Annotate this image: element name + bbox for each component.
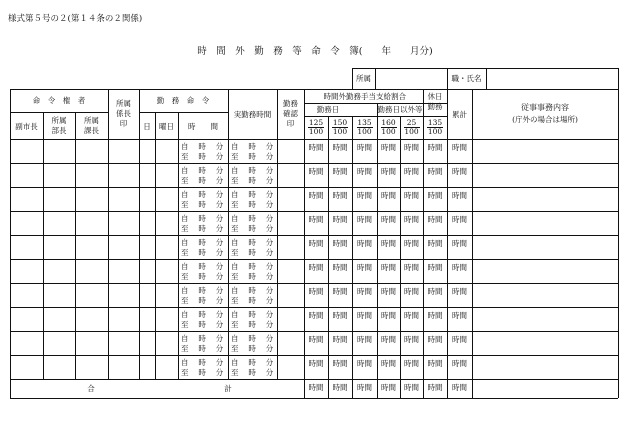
grid-line <box>75 112 76 379</box>
hours-cell[interactable]: 時間 <box>381 287 396 296</box>
hours-cell[interactable]: 時間 <box>427 359 443 368</box>
rate-numerator: 135 <box>357 118 372 127</box>
row-border <box>10 211 618 212</box>
row-border <box>10 331 618 332</box>
hours-cell[interactable]: 時間 <box>308 335 324 344</box>
actual-time-from[interactable]: 自 時 分 <box>231 358 274 367</box>
hours-cell[interactable]: 時間 <box>427 215 443 224</box>
hours-cell[interactable]: 時間 <box>427 263 443 272</box>
rate-denominator: 100 <box>332 127 348 136</box>
hours-cell[interactable]: 時間 <box>404 335 419 344</box>
hours-cell[interactable]: 時間 <box>308 311 324 320</box>
hours-cell[interactable]: 時間 <box>357 191 372 200</box>
hours-cell[interactable]: 時間 <box>357 359 372 368</box>
work-time-to[interactable]: 至 時 分 <box>181 248 224 257</box>
day-header: 日 <box>143 121 151 131</box>
actual-time-from[interactable]: 自 時 分 <box>231 190 274 199</box>
section-head-header-2: 課長 <box>84 126 99 135</box>
row-border <box>10 379 618 380</box>
table-right-border <box>618 89 619 398</box>
hours-cell[interactable]: 時間 <box>404 167 419 176</box>
rate-fraction <box>305 119 327 136</box>
hours-cell[interactable]: 時間 <box>404 287 419 296</box>
hours-cell[interactable]: 時間 <box>357 215 372 224</box>
affiliation-field[interactable] <box>376 69 446 88</box>
rate-fraction <box>354 119 376 136</box>
actual-time-to[interactable]: 至 時 分 <box>231 248 274 257</box>
grid-line <box>228 89 229 379</box>
grid-line <box>178 112 179 379</box>
work-time-from[interactable]: 自 時 分 <box>181 166 224 175</box>
hours-cell[interactable]: 時間 <box>357 263 372 272</box>
chief-seal-header-1: 所属 <box>116 99 131 108</box>
form-id: 様式第５号の２(第１４条の２関係) <box>8 14 143 24</box>
row-border <box>10 163 618 164</box>
hours-cell[interactable]: 時間 <box>332 215 348 224</box>
hours-cell[interactable]: 時間 <box>452 311 467 320</box>
total-hours-cell[interactable]: 時間 <box>308 383 324 392</box>
sum-label-right: 計 <box>224 384 232 393</box>
actual-time-to[interactable]: 至 時 分 <box>231 368 274 377</box>
hours-cell[interactable]: 時間 <box>381 311 396 320</box>
hours-cell[interactable]: 時間 <box>308 215 324 224</box>
actual-time-to[interactable]: 至 時 分 <box>231 344 274 353</box>
hours-cell[interactable]: 時間 <box>381 359 396 368</box>
table-bottom-border <box>10 398 618 399</box>
rate-denominator: 100 <box>381 127 396 136</box>
hours-cell[interactable]: 時間 <box>357 335 372 344</box>
hours-cell[interactable]: 時間 <box>427 167 443 176</box>
hours-cell[interactable]: 時間 <box>308 239 324 248</box>
rate-fraction <box>329 119 351 136</box>
rate-fraction <box>401 119 423 136</box>
work-time-to[interactable]: 至 時 分 <box>181 344 224 353</box>
actual-time-from[interactable]: 自 時 分 <box>231 310 274 319</box>
row-border <box>10 283 618 284</box>
section-head-header-1: 所属 <box>84 116 99 125</box>
duty-header: 従事事務内容 <box>521 102 569 112</box>
title-period: ( 年 月分) <box>358 46 433 57</box>
work-time-from[interactable]: 自 時 分 <box>181 262 224 271</box>
rate-denominator: 100 <box>427 127 443 136</box>
hours-cell[interactable]: 時間 <box>404 359 419 368</box>
hours-cell[interactable]: 時間 <box>452 335 467 344</box>
grid-line <box>43 112 44 379</box>
actual-time-from[interactable]: 自 時 分 <box>231 334 274 343</box>
hours-cell[interactable]: 時間 <box>381 191 396 200</box>
holiday-header-1: 休日 <box>427 92 443 101</box>
work-time-from[interactable]: 自 時 分 <box>181 142 224 151</box>
rate-denominator: 100 <box>357 127 372 136</box>
work-time-to[interactable]: 至 時 分 <box>181 368 224 377</box>
grid-line <box>277 89 278 379</box>
total-hours-cell[interactable]: 時間 <box>427 383 443 392</box>
rate-numerator: 125 <box>308 118 324 127</box>
hours-cell[interactable]: 時間 <box>452 239 467 248</box>
hours-cell[interactable]: 時間 <box>332 167 348 176</box>
actual-time-from[interactable]: 自 時 分 <box>231 142 274 151</box>
total-hours-cell[interactable]: 時間 <box>357 383 372 392</box>
work-time-to[interactable]: 至 時 分 <box>181 320 224 329</box>
work-time-from[interactable]: 自 時 分 <box>181 358 224 367</box>
rate-denominator: 100 <box>308 127 324 136</box>
hours-cell[interactable]: 時間 <box>332 359 348 368</box>
chief-seal-header-3: 印 <box>119 119 128 128</box>
work-time-to[interactable]: 至 時 分 <box>181 224 224 233</box>
work-time-to[interactable]: 至 時 分 <box>181 176 224 185</box>
hours-cell[interactable]: 時間 <box>381 215 396 224</box>
hours-cell[interactable]: 時間 <box>332 287 348 296</box>
hours-cell[interactable]: 時間 <box>308 143 324 152</box>
actual-hours-header: 実勤務時間 <box>233 109 272 119</box>
hours-cell[interactable]: 時間 <box>357 239 372 248</box>
total-hours-cell[interactable]: 時間 <box>452 383 467 392</box>
hours-cell[interactable]: 時間 <box>427 335 443 344</box>
hours-cell[interactable]: 時間 <box>427 311 443 320</box>
work-time-from[interactable]: 自 時 分 <box>181 286 224 295</box>
rate-numerator: 135 <box>427 118 443 127</box>
row-border <box>10 235 618 236</box>
hours-cell[interactable]: 時間 <box>404 191 419 200</box>
confirm-seal-header-1: 勤務 <box>283 99 298 108</box>
table-top-border <box>10 89 618 90</box>
actual-time-to[interactable]: 至 時 分 <box>231 224 274 233</box>
table-left-border <box>10 89 11 398</box>
work-time-from[interactable]: 自 時 分 <box>181 310 224 319</box>
work-time-to[interactable]: 至 時 分 <box>181 272 224 281</box>
name-field[interactable] <box>487 69 617 88</box>
hours-cell[interactable]: 時間 <box>452 215 467 224</box>
total-hours-cell[interactable]: 時間 <box>404 383 419 392</box>
confirm-seal-header-2: 確認 <box>283 109 298 118</box>
header-bottom-border <box>10 139 618 140</box>
actual-time-from[interactable]: 自 時 分 <box>231 286 274 295</box>
overtime-rate-header: 時間外勤務手当支給割合 <box>323 91 406 101</box>
hours-cell[interactable]: 時間 <box>427 287 443 296</box>
total-header: 累計 <box>452 109 467 119</box>
actual-time-to[interactable]: 至 時 分 <box>231 296 274 305</box>
grid-line <box>155 112 156 379</box>
hours-cell[interactable]: 時間 <box>308 191 324 200</box>
hours-cell[interactable]: 時間 <box>332 263 348 272</box>
grid-line <box>472 379 473 398</box>
hours-cell[interactable]: 時間 <box>381 143 396 152</box>
time-header: 時 間 <box>188 121 218 131</box>
hours-cell[interactable]: 時間 <box>308 167 324 176</box>
name-label: 職・氏名 <box>451 74 482 83</box>
hours-cell[interactable]: 時間 <box>357 287 372 296</box>
hours-cell[interactable]: 時間 <box>427 143 443 152</box>
hours-cell[interactable]: 時間 <box>357 143 372 152</box>
row-border <box>10 307 618 308</box>
non-workday-header: 勤務日以外等 <box>377 105 423 114</box>
rate-fraction <box>378 119 400 136</box>
work-time-from[interactable]: 自 時 分 <box>181 238 224 247</box>
commander-header: 命 令 権 者 <box>32 95 86 105</box>
weekday-header: 曜日 <box>159 121 174 131</box>
affiliation-label: 所属 <box>356 74 371 83</box>
hours-cell[interactable]: 時間 <box>404 239 419 248</box>
dept-head-header-1: 所属 <box>51 116 67 125</box>
hours-cell[interactable]: 時間 <box>308 359 324 368</box>
hours-cell[interactable]: 時間 <box>452 143 467 152</box>
row-border <box>10 355 618 356</box>
hours-cell[interactable]: 時間 <box>332 311 348 320</box>
page-title <box>0 43 630 57</box>
work-time-to[interactable]: 至 時 分 <box>181 296 224 305</box>
chief-seal-header-2: 係長 <box>116 109 131 118</box>
work-time-from[interactable]: 自 時 分 <box>181 214 224 223</box>
rate-numerator: 25 <box>406 118 417 127</box>
hours-cell[interactable]: 時間 <box>452 263 467 272</box>
grid-line <box>139 89 140 379</box>
hours-cell[interactable]: 時間 <box>308 287 324 296</box>
work-time-from[interactable]: 自 時 分 <box>181 334 224 343</box>
hours-cell[interactable]: 時間 <box>427 239 443 248</box>
grid-line <box>618 68 619 89</box>
actual-time-from[interactable]: 自 時 分 <box>231 262 274 271</box>
row-border <box>10 259 618 260</box>
total-hours-cell[interactable]: 時間 <box>332 383 348 392</box>
work-order-header: 勤 務 命 令 <box>156 95 210 105</box>
actual-time-to[interactable]: 至 時 分 <box>231 176 274 185</box>
title-main: 時 間 外 勤 務 等 命 令 簿 <box>197 46 359 57</box>
hours-cell[interactable]: 時間 <box>452 287 467 296</box>
rate-fraction <box>424 119 446 136</box>
hours-cell[interactable]: 時間 <box>332 191 348 200</box>
duty-note-header: (庁外の場合は場所) <box>512 114 578 124</box>
deputy-mayor-header: 副市長 <box>15 121 38 131</box>
hours-cell[interactable]: 時間 <box>357 167 372 176</box>
hours-cell[interactable]: 時間 <box>452 191 467 200</box>
dept-head-header-2: 部長 <box>51 126 67 135</box>
hours-cell[interactable]: 時間 <box>308 263 324 272</box>
confirm-seal-header-3: 印 <box>286 119 295 128</box>
holiday-header-2: 勤務 <box>427 102 443 111</box>
hours-cell[interactable]: 時間 <box>452 167 467 176</box>
hours-cell[interactable]: 時間 <box>404 143 419 152</box>
grid-line <box>10 112 108 113</box>
actual-time-from[interactable]: 自 時 分 <box>231 214 274 223</box>
rate-denominator: 100 <box>404 127 419 136</box>
hours-cell[interactable]: 時間 <box>427 191 443 200</box>
rate-numerator: 160 <box>381 118 396 127</box>
hours-cell[interactable]: 時間 <box>332 143 348 152</box>
sum-label-left: 合 <box>87 384 95 393</box>
hours-cell[interactable]: 時間 <box>381 167 396 176</box>
actual-time-to[interactable]: 至 時 分 <box>231 152 274 161</box>
workday-header: 勤務日 <box>316 105 340 114</box>
hours-cell[interactable]: 時間 <box>357 311 372 320</box>
hours-cell[interactable]: 時間 <box>381 335 396 344</box>
hours-cell[interactable]: 時間 <box>332 239 348 248</box>
hours-cell[interactable]: 時間 <box>452 359 467 368</box>
actual-time-from[interactable]: 自 時 分 <box>231 238 274 247</box>
hours-cell[interactable]: 時間 <box>404 311 419 320</box>
hours-cell[interactable]: 時間 <box>404 263 419 272</box>
hours-cell[interactable]: 時間 <box>404 215 419 224</box>
row-border <box>10 187 618 188</box>
hours-cell[interactable]: 時間 <box>381 239 396 248</box>
actual-time-to[interactable]: 至 時 分 <box>231 272 274 281</box>
work-time-to[interactable]: 至 時 分 <box>181 200 224 209</box>
rate-numerator: 150 <box>332 118 348 127</box>
actual-time-to[interactable]: 至 時 分 <box>231 200 274 209</box>
hours-cell[interactable]: 時間 <box>381 263 396 272</box>
work-time-from[interactable]: 自 時 分 <box>181 190 224 199</box>
actual-time-from[interactable]: 自 時 分 <box>231 166 274 175</box>
actual-time-to[interactable]: 至 時 分 <box>231 320 274 329</box>
grid-line <box>472 89 473 379</box>
hours-cell[interactable]: 時間 <box>332 335 348 344</box>
total-hours-cell[interactable]: 時間 <box>381 383 396 392</box>
work-time-to[interactable]: 至 時 分 <box>181 152 224 161</box>
